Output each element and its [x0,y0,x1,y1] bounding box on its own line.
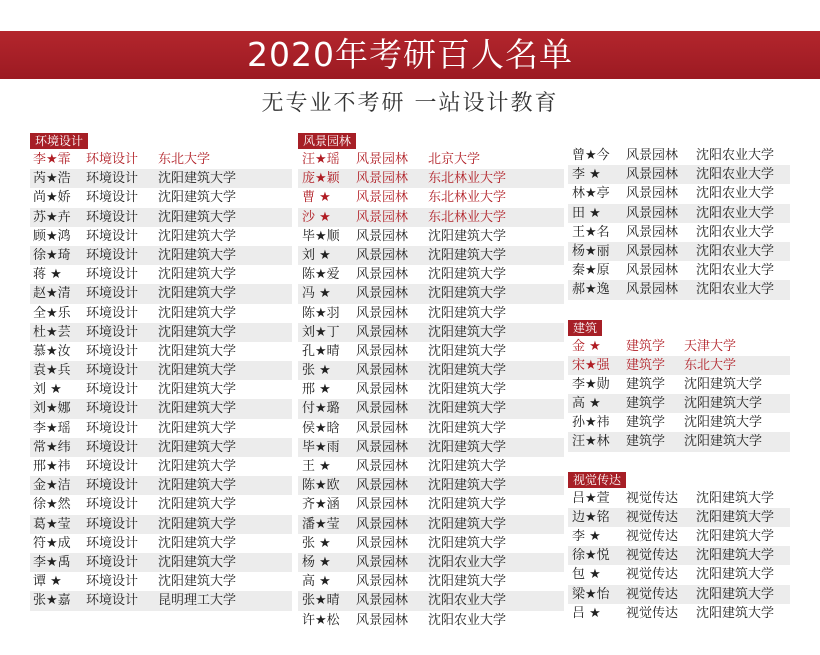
list-item [298,419,564,438]
major-name: 风景园林 [356,459,409,474]
student-name: 全★乐 [33,305,71,321]
student-name: 张★嘉 [33,593,71,609]
list-item [568,184,790,203]
major-name: 环境设计 [86,574,139,590]
university-name: 沈阳农业大学 [428,554,507,570]
student-name: 齐★涵 [302,497,340,513]
university-name: 沈阳建筑大学 [158,267,237,283]
student-name: 边★铭 [572,509,610,525]
major-name: 环境设计 [86,152,139,167]
university-name: 沈阳建筑大学 [158,439,237,455]
major-name: 风景园林 [356,247,409,263]
major-name: 风景园林 [356,343,409,359]
list-item [568,375,790,394]
name-list [298,150,564,630]
student-name: 庞★颖 [302,171,340,187]
major-name: 视觉传达 [626,490,679,506]
student-name: 符★成 [33,535,71,551]
major-name: 建筑学 [626,396,666,412]
student-name: 秦★原 [572,263,610,279]
university-name: 沈阳建筑大学 [428,574,507,590]
section-tag-visual-communication: 视觉传达 [568,472,626,488]
university-name: 沈阳建筑大学 [158,343,237,359]
student-name: 潘★莹 [302,516,340,532]
list-item [298,342,564,361]
column-landscape [298,130,564,630]
university-name: 沈阳建筑大学 [158,478,237,494]
list-item [30,323,292,342]
major-name: 环境设计 [86,171,139,187]
major-name: 环境设计 [86,554,139,570]
major-name: 风景园林 [356,382,409,398]
major-name: 视觉传达 [626,529,679,544]
major-name: 风景园林 [356,190,409,206]
major-name: 环境设计 [86,497,139,513]
university-name: 沈阳建筑大学 [428,247,507,263]
student-name: 高 ★ [572,396,601,412]
list-item [30,246,292,265]
major-name: 风景园林 [356,516,409,532]
major-name: 风景园林 [356,478,409,494]
list-item [568,165,790,184]
student-name: 杨 ★ [302,554,331,570]
student-name: 汪★瑶 [302,152,340,167]
major-name: 风景园林 [356,286,409,302]
university-name: 沈阳建筑大学 [696,509,775,525]
list-item [568,546,790,565]
university-name: 东北林业大学 [428,209,507,225]
university-name: 沈阳建筑大学 [428,343,507,359]
list-item [30,380,292,399]
student-name: 邢★祎 [33,459,71,474]
student-name: 许★松 [302,612,340,628]
major-name: 视觉传达 [626,567,679,583]
list-item [30,227,292,246]
list-item [30,304,292,323]
major-name: 风景园林 [626,263,679,279]
student-name: 金★洁 [33,478,71,494]
major-name: 风景园林 [356,171,409,187]
list-item [30,188,292,207]
student-name: 李 ★ [572,167,601,183]
student-name: 沙 ★ [302,209,331,225]
student-name: 吕★萱 [572,490,610,506]
university-name: 沈阳建筑大学 [684,396,763,412]
university-name: 沈阳建筑大学 [158,363,237,379]
major-name: 建筑学 [626,376,666,392]
list-item [298,476,564,495]
student-name: 宋★强 [572,357,610,373]
student-name: 林★亭 [572,186,610,202]
university-name: 沈阳建筑大学 [158,209,237,225]
list-item [568,146,790,165]
list-item [298,515,564,534]
major-name: 风景园林 [356,535,409,551]
student-name: 赵★清 [33,286,71,302]
student-name: 曾★今 [572,148,610,163]
list-item [298,323,564,342]
student-name: 张 ★ [302,363,331,379]
list-item [568,223,790,242]
student-name: 陈★欧 [302,478,340,494]
column-misc [568,146,790,623]
university-name: 沈阳建筑大学 [158,171,237,187]
university-name: 沈阳农业大学 [696,186,775,202]
name-list [568,489,790,623]
list-item [298,380,564,399]
university-name: 沈阳建筑大学 [684,415,763,431]
university-name: 沈阳建筑大学 [428,305,507,321]
university-name: 沈阳建筑大学 [158,516,237,532]
student-name: 包 ★ [572,567,601,583]
university-name: 沈阳建筑大学 [158,497,237,513]
university-name: 沈阳建筑大学 [428,535,507,551]
student-name: 杜★芸 [33,324,71,340]
university-name: 沈阳农业大学 [696,148,775,163]
student-name: 陈★羽 [302,305,340,321]
university-name: 沈阳建筑大学 [684,434,763,450]
student-name: 孔★晴 [302,343,340,359]
list-item [298,399,564,418]
major-name: 环境设计 [86,190,139,206]
student-name: 苏★卉 [33,209,71,225]
university-name: 沈阳建筑大学 [158,382,237,398]
list-item [298,169,564,188]
major-name: 风景园林 [626,282,679,298]
list-item [568,489,790,508]
list-item [298,438,564,457]
university-name: 沈阳农业大学 [696,282,775,298]
university-name: 沈阳建筑大学 [158,554,237,570]
list-item [30,495,292,514]
university-name: 沈阳农业大学 [696,167,775,183]
student-name: 毕★顺 [302,228,340,244]
major-name: 环境设计 [86,247,139,263]
major-name: 环境设计 [86,535,139,551]
university-name: 沈阳农业大学 [696,263,775,279]
name-list [568,146,790,300]
student-name: 郝★逸 [572,282,610,298]
university-name: 沈阳建筑大学 [158,459,237,474]
university-name: 沈阳建筑大学 [158,305,237,321]
list-item [298,227,564,246]
major-name: 风景园林 [626,186,679,202]
list-item [568,604,790,623]
major-name: 建筑学 [626,357,666,373]
major-name: 环境设计 [86,382,139,398]
student-name: 刘★丁 [302,324,340,340]
student-name: 王 ★ [302,459,331,474]
student-name: 李★禹 [33,554,71,570]
section-tag-landscape: 风景园林 [298,133,356,149]
major-name: 风景园林 [356,228,409,244]
list-item [298,265,564,284]
column-environment-design [30,130,292,611]
list-item [30,591,292,610]
major-name: 风景园林 [626,167,679,183]
student-name: 常★纬 [33,439,71,455]
list-item [298,208,564,227]
university-name: 沈阳农业大学 [696,205,775,221]
student-name: 李★霏 [33,152,71,167]
university-name: 沈阳建筑大学 [428,459,507,474]
list-item [30,150,292,169]
student-name: 梁★怡 [572,586,610,602]
university-name: 沈阳建筑大学 [158,401,237,417]
list-item [30,534,292,553]
list-item [30,284,292,303]
student-name: 王★名 [572,224,610,240]
student-name: 袁★兵 [33,363,71,379]
student-name: 汪★林 [572,434,610,450]
section-tag-architecture: 建筑 [568,320,602,336]
student-name: 吕 ★ [572,605,601,621]
list-item [568,204,790,223]
list-item [30,438,292,457]
student-name: 徐★琦 [33,247,71,263]
list-item [30,553,292,572]
major-name: 风景园林 [356,209,409,225]
university-name: 沈阳建筑大学 [696,490,775,506]
list-item [568,261,790,280]
major-name: 风景园林 [356,420,409,436]
university-name: 沈阳建筑大学 [696,605,775,621]
list-item [30,457,292,476]
student-name: 李★瑶 [33,420,71,436]
list-item [568,413,790,432]
university-name: 沈阳建筑大学 [428,516,507,532]
list-item [568,527,790,546]
list-item [30,342,292,361]
major-name: 风景园林 [626,224,679,240]
major-name: 环境设计 [86,516,139,532]
list-item [298,591,564,610]
page-subtitle: 无专业不考研 一站设计教育 [261,91,559,116]
university-name: 沈阳建筑大学 [696,529,775,544]
major-name: 建筑学 [626,338,666,354]
major-name: 风景园林 [356,439,409,455]
university-name: 沈阳建筑大学 [428,228,507,244]
major-name: 风景园林 [356,324,409,340]
list-item [30,361,292,380]
student-name: 谭 ★ [33,574,62,590]
student-name: 侯★晗 [302,420,340,436]
list-item [298,611,564,630]
list-item [568,394,790,413]
name-list [568,337,790,452]
university-name: 沈阳建筑大学 [428,363,507,379]
university-name: 沈阳建筑大学 [428,497,507,513]
student-name: 顾★鸿 [33,228,71,244]
list-item [568,356,790,375]
major-name: 视觉传达 [626,509,679,525]
student-name: 孙★祎 [572,415,610,431]
list-item [298,457,564,476]
major-name: 风景园林 [356,554,409,570]
list-item [568,432,790,451]
major-name: 风景园林 [356,305,409,321]
university-name: 北京大学 [428,152,481,167]
major-name: 视觉传达 [626,605,679,621]
university-name: 沈阳建筑大学 [428,420,507,436]
major-name: 环境设计 [86,439,139,455]
student-name: 芮★浩 [33,171,71,187]
student-name: 高 ★ [302,574,331,590]
section-tag-environment-design: 环境设计 [30,133,88,149]
university-name: 东北林业大学 [428,190,507,206]
student-name: 徐★悦 [572,548,610,564]
university-name: 沈阳建筑大学 [428,324,507,340]
student-name: 张★晴 [302,593,340,609]
university-name: 沈阳农业大学 [696,243,775,259]
list-item [568,242,790,261]
list-item [568,508,790,527]
university-name: 沈阳建筑大学 [696,567,775,583]
university-name: 沈阳农业大学 [696,224,775,240]
student-name: 曹 ★ [302,190,331,206]
university-name: 沈阳建筑大学 [158,247,237,263]
list-item [30,476,292,495]
major-name: 风景园林 [626,205,679,221]
list-item [30,572,292,591]
major-name: 风景园林 [356,593,409,609]
university-name: 沈阳建筑大学 [158,420,237,436]
student-name: 李 ★ [572,529,601,544]
major-name: 环境设计 [86,324,139,340]
list-item [30,515,292,534]
university-name: 沈阳农业大学 [428,593,507,609]
major-name: 环境设计 [86,420,139,436]
list-item [568,337,790,356]
list-item [298,304,564,323]
major-name: 风景园林 [356,152,409,167]
list-item [298,188,564,207]
list-item [30,399,292,418]
page-title: 2020年考研百人名单 [247,35,573,74]
university-name: 沈阳建筑大学 [428,478,507,494]
university-name: 沈阳建筑大学 [428,267,507,283]
major-name: 建筑学 [626,434,666,450]
list-item [568,585,790,604]
major-name: 环境设计 [86,343,139,359]
major-name: 环境设计 [86,363,139,379]
university-name: 沈阳建筑大学 [696,586,775,602]
list-item [298,534,564,553]
university-name: 沈阳建筑大学 [428,382,507,398]
university-name: 沈阳建筑大学 [696,548,775,564]
university-name: 沈阳建筑大学 [158,190,237,206]
university-name: 沈阳建筑大学 [428,286,507,302]
student-name: 蒋 ★ [33,267,62,283]
major-name: 风景园林 [356,363,409,379]
university-name: 天津大学 [684,338,737,354]
university-name: 沈阳建筑大学 [158,535,237,551]
student-name: 杨★丽 [572,243,610,259]
major-name: 环境设计 [86,286,139,302]
university-name: 沈阳建筑大学 [684,376,763,392]
major-name: 环境设计 [86,401,139,417]
student-name: 慕★汝 [33,343,71,359]
university-name: 沈阳建筑大学 [428,439,507,455]
major-name: 风景园林 [626,243,679,259]
major-name: 环境设计 [86,305,139,321]
list-item [298,495,564,514]
list-item [298,150,564,169]
major-name: 风景园林 [356,612,409,628]
major-name: 风景园林 [626,148,679,163]
list-item [298,572,564,591]
major-name: 风景园林 [356,267,409,283]
major-name: 环境设计 [86,459,139,474]
student-name: 徐★然 [33,497,71,513]
student-name: 刘 ★ [33,382,62,398]
major-name: 环境设计 [86,228,139,244]
university-name: 沈阳农业大学 [428,612,507,628]
student-name: 金 ★ [572,338,601,354]
student-name: 邢 ★ [302,382,331,398]
list-item [298,553,564,572]
title-banner [0,31,820,79]
list-item [298,361,564,380]
major-name: 风景园林 [356,574,409,590]
list-item [568,565,790,584]
student-name: 田 ★ [572,205,601,221]
student-name: 刘 ★ [302,247,331,263]
university-name: 沈阳建筑大学 [158,286,237,302]
student-name: 张 ★ [302,535,331,551]
major-name: 环境设计 [86,209,139,225]
major-name: 环境设计 [86,593,139,609]
student-name: 葛★莹 [33,516,71,532]
university-name: 东北大学 [158,152,211,167]
university-name: 沈阳建筑大学 [158,574,237,590]
student-name: 尚★娇 [33,190,71,206]
student-name: 李★勋 [572,376,610,392]
university-name: 沈阳建筑大学 [428,401,507,417]
student-name: 冯 ★ [302,286,331,302]
major-name: 建筑学 [626,415,666,431]
section-architecture [568,317,790,452]
major-name: 视觉传达 [626,586,679,602]
list-item [568,280,790,299]
major-name: 环境设计 [86,478,139,494]
list-item [30,419,292,438]
university-name: 昆明理工大学 [158,593,237,609]
university-name: 沈阳建筑大学 [158,228,237,244]
list-item [30,169,292,188]
student-name: 刘★娜 [33,401,71,417]
student-name: 陈★爱 [302,267,340,283]
list-item [298,246,564,265]
major-name: 风景园林 [356,401,409,417]
major-name: 视觉传达 [626,548,679,564]
university-name: 东北大学 [684,357,737,373]
major-name: 环境设计 [86,267,139,283]
university-name: 沈阳建筑大学 [158,324,237,340]
student-name: 毕★雨 [302,439,340,455]
list-item [298,284,564,303]
list-item [30,265,292,284]
student-name: 付★璐 [302,401,340,417]
university-name: 东北林业大学 [428,171,507,187]
section-visual-communication [568,469,790,623]
list-item [30,208,292,227]
name-list [30,150,292,611]
major-name: 风景园林 [356,497,409,513]
